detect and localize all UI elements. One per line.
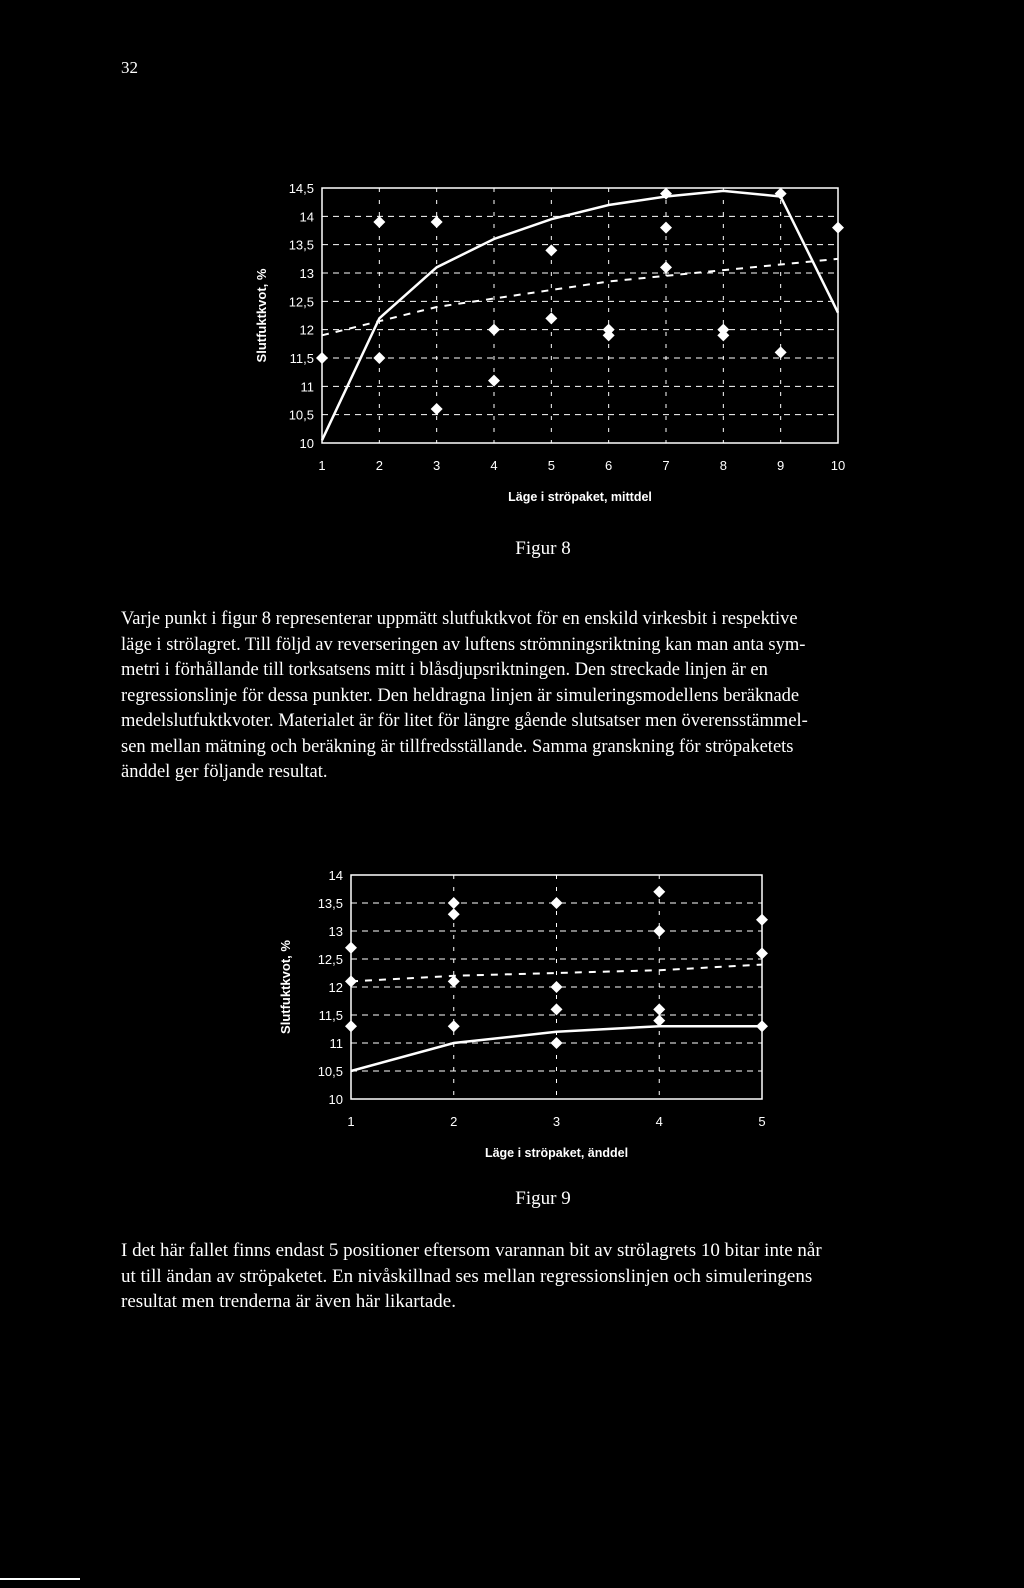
paragraph-1 (121, 607, 808, 786)
y-tick-label: 11,5 (289, 351, 314, 366)
x-tick-label: 9 (777, 458, 785, 473)
paragraph-line: metri i förhållande till torksatsens mitt i blåsdjupsriktningen. Den streckade linjen är en (121, 660, 768, 680)
figure-8-caption: Figur 8 (515, 538, 571, 559)
y-tick-label: 14 (299, 209, 314, 225)
data-point (431, 403, 443, 415)
y-tick-label: 14,5 (288, 181, 314, 196)
y-axis-title: Slutfuktkvot, % (254, 268, 269, 363)
paragraph-line: änddel ger följande resultat. (121, 762, 328, 782)
y-tick-label: 12 (299, 322, 314, 338)
paragraph-line: ut till ändan av ströpaketet. En nivåskillnad ses mellan regressionslinjen och simuleringens (121, 1265, 813, 1287)
y-tick-label: 11 (300, 379, 314, 395)
data-point (373, 216, 385, 228)
paragraph-line: medelslutfuktkvoter. Materialet är för litet för längre gående slutsatser men överensstämmel- (121, 711, 808, 731)
x-tick-label: 1 (347, 1114, 355, 1129)
x-tick-label: 7 (662, 458, 670, 473)
x-tick-label: 4 (655, 1114, 663, 1129)
x-tick-label: 5 (547, 458, 555, 473)
plot-frame (322, 188, 838, 443)
paragraph-line: I det här fallet finns endast 5 positioner eftersom varannan bit av strölagrets 10 bitar inte når (121, 1240, 822, 1261)
x-tick-label: 6 (605, 458, 613, 473)
y-tick-label: 12,5 (317, 952, 343, 967)
y-tick-label: 10,5 (317, 1064, 343, 1079)
y-tick-label: 12,5 (288, 294, 314, 310)
y-tick-label: 12 (328, 980, 343, 995)
y-tick-label: 13,5 (288, 237, 314, 253)
x-tick-label: 3 (433, 458, 441, 473)
x-tick-label: 3 (552, 1114, 561, 1129)
data-point (545, 244, 557, 256)
y-axis-title: Slutfuktkvot, % (278, 940, 293, 1034)
data-point (488, 375, 500, 387)
data-point (545, 312, 557, 324)
paragraph-line: resultat men trenderna är även här likartade. (121, 1291, 456, 1312)
figure-9-caption: Figur 9 (515, 1188, 571, 1209)
x-tick-label: 2 (375, 458, 383, 473)
x-tick-label: 10 (830, 458, 846, 473)
x-tick-label: 5 (758, 1114, 766, 1129)
data-point (660, 261, 672, 273)
x-tick-label: 2 (450, 1114, 458, 1129)
y-tick-label: 10 (328, 1092, 343, 1107)
paragraph-line: Varje punkt i figur 8 representerar uppmätt slutfuktkvot för en enskild virkesbit i respektive (121, 609, 798, 629)
x-axis-title: Läge i ströpaket, mittdel (508, 490, 652, 504)
data-point (316, 352, 328, 364)
x-tick-label: 8 (719, 458, 727, 473)
data-point (775, 346, 787, 358)
data-point (660, 222, 672, 234)
data-point (488, 324, 500, 336)
data-point (775, 188, 787, 200)
y-tick-label: 11,5 (318, 1008, 343, 1023)
footer-rule (0, 1578, 80, 1580)
data-point (373, 352, 385, 364)
data-point (832, 222, 844, 234)
paragraph-line: sen mellan mätning och beräkning är tillfredsställande. Samma granskning för ströpaketets (121, 736, 794, 757)
simulation-line (322, 191, 838, 440)
paragraph-line: regressionslinje för dessa punkter. Den heldragna linjen är simuleringsmodellens beräknade (121, 685, 800, 706)
x-axis-title: Läge i ströpaket, änddel (484, 1146, 629, 1160)
data-point (431, 216, 443, 228)
x-tick-label: 4 (490, 458, 498, 473)
y-tick-label: 10,5 (288, 407, 314, 423)
x-tick-label: 1 (318, 458, 326, 473)
paragraph-line: läge i strölagret. Till följd av reverseringen av luftens strömningsriktning kan man anta sym- (121, 634, 806, 655)
y-tick-label: 13 (328, 924, 343, 939)
regression-line (322, 259, 838, 336)
y-tick-label: 11 (329, 1036, 343, 1051)
y-tick-label: 13 (299, 266, 314, 281)
y-tick-label: 13,5 (317, 896, 343, 911)
y-tick-label: 10 (299, 436, 314, 451)
paragraph-2 (121, 1238, 822, 1315)
page-number: 32 (121, 58, 138, 77)
y-tick-label: 14 (328, 868, 343, 883)
